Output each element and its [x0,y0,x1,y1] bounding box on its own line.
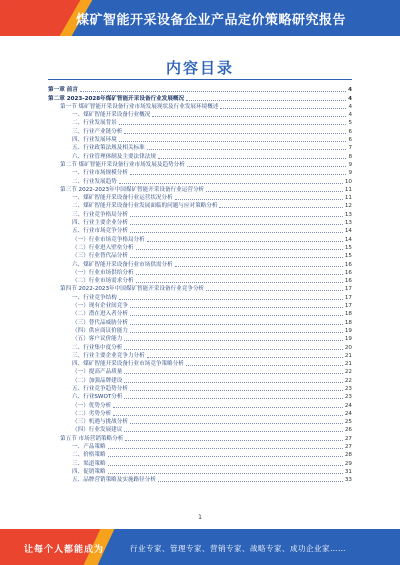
toc-entry-title: 第三节 2022-2023年中国煤矿智能开采设备行业运营分析 [60,186,205,193]
toc-entry-title: 二、价格策略 [72,452,106,459]
toc-entry-title: 第二节 煤矿智能开采设备行业市场发展及趋势分析 [60,161,185,168]
toc-entry[interactable] [48,434,352,442]
toc-entry[interactable] [48,302,352,310]
header-band [0,0,400,36]
toc-entry[interactable] [48,443,352,451]
toc-entry[interactable] [48,335,352,343]
page-number: 1 [198,514,202,521]
toc-entry-page: 18 [344,311,352,318]
toc-entry-title: 一、行业市场规模分析 [72,170,128,177]
toc-entry-title: 二、行业发展背景 [72,120,117,127]
toc-leader-dots [136,274,343,275]
toc-leader-dots [108,456,343,457]
toc-entry-page: 17 [344,286,352,293]
toc-entry-page: 12 [344,203,352,210]
toc-entry-title: 五、行业政策法规及相关标准 [72,145,145,152]
toc-entry[interactable] [48,169,352,177]
toc-leader-dots [124,431,343,432]
toc-entry[interactable] [48,219,352,227]
toc-leader-dots [130,423,343,424]
toc-entry-page: 4 [348,87,352,94]
footer-band [0,529,400,565]
toc-entry-page: 23 [344,385,352,392]
toc-entry[interactable] [48,103,352,111]
toc-entry-page: 17 [344,294,352,301]
toc-entry-page: 14 [344,228,352,235]
toc-entry-title: 五、行业市场竞争分析 [72,228,128,235]
toc-entry[interactable] [48,136,352,144]
toc-heading: 内容目录 [165,59,234,77]
toc-entry-title: （一）提高产品质量 [72,369,123,376]
toc-leader-dots [108,465,343,466]
toc-leader-dots [130,174,346,175]
toc-entry[interactable] [48,360,352,368]
toc-entry[interactable] [48,451,352,459]
toc-entry-title: （二）加强品牌建设 [72,377,123,384]
toc-leader-dots [119,141,347,142]
toc-leader-dots [124,382,343,383]
toc-entry-page: 19 [344,327,352,334]
toc-leader-dots [130,307,343,308]
toc-leader-dots [125,440,343,441]
toc-leader-dots [130,224,343,225]
toc-leader-dots [124,133,346,134]
toc-entry[interactable] [48,327,352,335]
toc-entry[interactable] [48,318,352,326]
toc-entry-page: 4 [348,95,352,102]
toc-entry-page: 17 [344,303,352,310]
toc-leader-dots [113,407,343,408]
footer-tagline: 行业专家、管理专家、营销专家、战略专家、成功企业家…… [130,544,346,553]
toc-entry[interactable] [48,401,352,409]
toc-entry[interactable] [48,376,352,384]
toc-entry-page: 22 [344,377,352,384]
toc-entry-title: 第二章 2023-2028年煤矿智能开采设备行业发展概况 [48,95,185,102]
toc-leader-dots [147,149,347,150]
toc-leader-dots [124,373,343,374]
toc-entry[interactable] [48,285,352,293]
toc-entry[interactable] [48,343,352,351]
toc-entry-title: 四、促销策略 [72,468,106,475]
toc-entry-title: （一）行业市场供给分析 [72,269,134,276]
toc-entry-title: （二）潜在进入者分析 [72,311,128,318]
toc-entry[interactable] [48,210,352,218]
toc-leader-dots [80,91,346,92]
toc-entry-page: 20 [344,344,352,351]
toc-leader-dots [124,349,343,350]
toc-entry-title: （一）优势分析 [72,402,112,409]
toc-entry[interactable] [48,202,352,210]
toc-entry[interactable] [48,177,352,185]
toc-entry-title: 三、行业竞争格局分析 [72,211,128,218]
toc-entry-title: 四、行业主要企业分析 [72,220,128,227]
toc-entry-title: 一、行业竞争结构 [72,294,117,301]
toc-entry-title: 四、行业发展环境 [72,137,117,144]
toc-leader-dots [124,398,342,399]
toc-entry-title: （四）行业发展建议 [72,427,123,434]
toc-entry-title: 三、渠道策略 [72,460,106,467]
toc-leader-dots [119,183,343,184]
toc-leader-dots [136,282,343,283]
toc-entry-title: 第一节 煤矿智能开采设备行业市场发展现状及行业发展环境概述 [60,103,219,110]
toc-entry[interactable] [48,186,352,194]
toc-entry-title: 一、煤矿智能开采设备行业运营状况分析 [72,195,173,202]
toc-entry-title: 四、煤矿智能开采设备行业市场竞争策略分析 [72,361,184,368]
toc-leader-dots [130,332,343,333]
toc-leader-dots [187,166,347,167]
toc-entry[interactable] [48,393,352,401]
toc-entry-page: 5 [348,120,352,127]
toc-entry[interactable] [48,227,352,235]
toc-entry-page: 9 [348,170,352,177]
toc-leader-dots [113,415,343,416]
toc-entry[interactable] [48,352,352,360]
toc-entry-page: 15 [344,244,352,251]
toc-entry[interactable] [48,161,352,169]
toc-entry-page: 7 [348,145,352,152]
toc-leader-dots [108,448,343,449]
toc-entry[interactable] [48,410,352,418]
toc-leader-dots [158,481,343,482]
toc-entry-title: （三）行业替代品分析 [72,253,128,260]
toc-entry-title: 六、行业管理体制及主要法律法规 [72,153,156,160]
toc-entry-title: 三、行业主要企业竞争力分析 [72,352,145,359]
toc-entry-page: 16 [344,278,352,285]
toc-entry-page: 13 [344,211,352,218]
toc-entry-page: 22 [344,369,352,376]
toc-leader-dots [124,340,343,341]
toc-entry-title: 六、行业SWOT分析 [72,394,123,401]
toc-entry-page: 6 [348,128,352,135]
toc-entry[interactable] [48,426,352,434]
toc-entry-title: 五、品牌营销策略及实施路径分析 [72,477,156,484]
toc-entry-page: 11 [344,195,352,202]
toc-leader-dots [158,158,347,159]
toc-entry-page: 26 [344,427,352,434]
toc-entry-page: 27 [344,444,352,451]
toc-entry[interactable] [48,418,352,426]
toc-entry[interactable] [48,260,352,268]
toc-entry-title: （四）供应商议价能力 [72,327,128,334]
toc-entry[interactable] [48,244,352,252]
toc-entry-page: 21 [344,352,352,359]
toc-entry-page: 4 [348,103,352,110]
toc-leader-dots [108,473,343,474]
toc-entry-page: 10 [344,178,352,185]
toc-entry-page: 18 [344,319,352,326]
toc-entry-title: 第一章 前言 [48,87,78,94]
toc-entry-page: 13 [344,220,352,227]
toc-entry[interactable] [48,277,352,285]
toc-entry-page: 24 [344,402,352,409]
toc-entry[interactable] [48,127,352,135]
toc-entry[interactable] [48,368,352,376]
toc-leader-dots [130,257,343,258]
table-of-contents [48,86,352,484]
toc-entry[interactable] [48,385,352,393]
toc-leader-dots [130,324,343,325]
toc-leader-dots [130,390,343,391]
toc-entry-title: 第五节 市场营销策略分析 [60,435,124,442]
toc-entry-page: 19 [344,336,352,343]
toc-entry-title: （二）行业市场需求分析 [72,278,134,285]
toc-entry-title: 二、行业集中度分析 [72,344,123,351]
toc-leader-dots [175,266,343,267]
report-title: 煤矿智能开采设备企业产品定价策略研究报告 [76,13,347,28]
toc-entry[interactable] [48,252,352,260]
toc-entry[interactable] [48,269,352,277]
toc-entry[interactable] [48,119,352,127]
toc-entry-page: 11 [344,186,352,193]
toc-entry[interactable] [48,152,352,160]
toc-entry-page: 21 [344,361,352,368]
toc-entry[interactable] [48,310,352,318]
toc-entry[interactable] [48,94,352,102]
toc-entry-page: 28 [344,452,352,459]
toc-entry[interactable] [48,468,352,476]
toc-entry-page: 4 [348,112,352,119]
toc-entry[interactable] [48,86,352,94]
toc-leader-dots [147,357,343,358]
toc-entry-title: （一）现有企业间竞争 [72,303,128,310]
toc-entry-title: 第四节 2022-2023年中国煤矿智能开采设备行业竞争分析 [60,286,205,293]
toc-entry-page: 15 [344,253,352,260]
toc-entry[interactable] [48,235,352,243]
toc-leader-dots [152,116,346,117]
toc-entry-page: 14 [344,236,352,243]
toc-entry-page: 31 [344,468,352,475]
toc-entry-page: 16 [344,269,352,276]
toc-entry-title: （一）行业市场竞争格局分析 [72,236,145,243]
toc-entry[interactable] [48,293,352,301]
toc-entry-title: 二、煤矿智能开采设备行业发展面临的问题与应对策略分析 [72,203,218,210]
toc-entry-page: 6 [348,137,352,144]
toc-entry-page: 27 [344,435,352,442]
toc-leader-dots [136,249,343,250]
toc-leader-dots [147,241,343,242]
toc-entry-title: 二、行业发展趋势 [72,178,117,185]
toc-leader-dots [219,207,342,208]
toc-entry[interactable] [48,111,352,119]
toc-leader-dots [206,191,343,192]
toc-entry-page: 9 [348,161,352,168]
toc-entry-title: 一、产品策略 [72,444,106,451]
toc-leader-dots [130,315,343,316]
toc-entry[interactable] [48,194,352,202]
toc-entry-page: 29 [344,460,352,467]
toc-leader-dots [119,299,343,300]
toc-entry-title: （二）劣势分析 [72,410,112,417]
toc-entry[interactable] [48,476,352,484]
toc-leader-dots [220,108,346,109]
toc-entry-title: 三、行业产业链分析 [72,128,123,135]
toc-entry-page: 8 [348,153,352,160]
toc-leader-dots [130,216,343,217]
toc-entry-title: （三）替代品威胁分析 [72,319,128,326]
toc-leader-dots [119,124,347,125]
toc-entry-title: （二）行业进入壁垒分析 [72,244,134,251]
toc-entry-page: 33 [344,477,352,484]
toc-leader-dots [175,199,343,200]
toc-entry-page: 25 [344,419,352,426]
toc-entry-title: 六、煤矿智能开采设备行业市场供需分析 [72,261,173,268]
toc-entry-title: （三）机遇与挑战分析 [72,419,128,426]
toc-leader-dots [130,232,343,233]
toc-divider [48,79,352,80]
toc-leader-dots [186,100,346,101]
toc-entry[interactable] [48,144,352,152]
toc-entry-title: （五）客户议价能力 [72,336,123,343]
toc-entry-title: 一、煤矿智能开采设备行业概况 [72,112,151,119]
toc-entry-title: 五、行业竞争趋势分析 [72,385,128,392]
toc-entry-page: 23 [344,394,352,401]
toc-leader-dots [186,365,343,366]
toc-entry[interactable] [48,459,352,467]
footer-slogan: 让每个人都能成为 [24,545,105,555]
toc-entry-page: 16 [344,261,352,268]
toc-leader-dots [206,290,343,291]
toc-entry-page: 24 [344,410,352,417]
